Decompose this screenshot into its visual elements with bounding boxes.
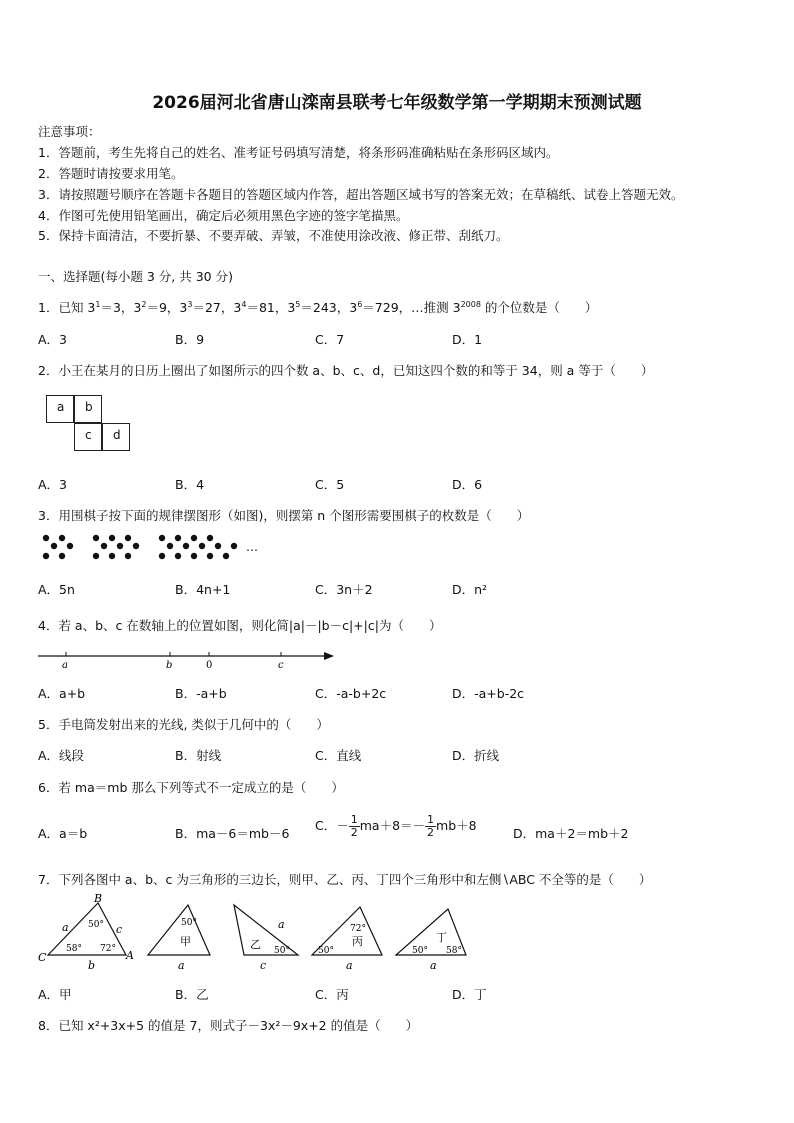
reference-triangle bbox=[38, 893, 134, 972]
option-c: C．直线 bbox=[315, 748, 362, 763]
option-a: A．3 bbox=[38, 332, 68, 347]
option-b: B．乙 bbox=[175, 987, 209, 1002]
svg-text:c: c bbox=[260, 959, 267, 972]
svg-text:甲: 甲 bbox=[180, 935, 191, 948]
option-c: C．-a-b+2c bbox=[315, 686, 387, 701]
option-c: C．7 bbox=[315, 332, 345, 347]
option-b: B．ma－6＝mb－6 bbox=[175, 826, 290, 841]
question-5: 5．手电筒发射出来的光线, 类似于几何中的（ ） bbox=[38, 717, 329, 732]
triangle-bing bbox=[312, 907, 382, 972]
question-4: 4．若 a、b、c 在数轴上的位置如图，则化简|a|－|b－c|+|c|为（ ） bbox=[38, 618, 442, 633]
svg-text:乙: 乙 bbox=[250, 938, 261, 951]
question-8: 8．已知 x²+3x+5 的值是 7，则式子－3x²－9x+2 的值是（ ） bbox=[38, 1018, 419, 1033]
section-heading: 一、选择题(每小题 3 分, 共 30 分) bbox=[38, 269, 233, 284]
svg-text:A: A bbox=[126, 949, 134, 962]
svg-text:50°: 50° bbox=[412, 946, 428, 956]
calendar-cell-b: b bbox=[74, 395, 102, 423]
svg-text:72°: 72° bbox=[100, 944, 116, 954]
option-d: D．6 bbox=[452, 477, 483, 492]
option-b: B．射线 bbox=[175, 748, 222, 763]
option-a: A．a+b bbox=[38, 686, 86, 701]
svg-text:B: B bbox=[94, 893, 103, 905]
question-6: 6．若 ma＝mb 那么下列等式不一定成立的是（ ） bbox=[38, 780, 344, 795]
option-b: B．-a+b bbox=[175, 686, 227, 701]
svg-text:50°: 50° bbox=[318, 946, 334, 956]
svg-text:b: b bbox=[88, 959, 96, 972]
svg-text:a: a bbox=[62, 921, 69, 934]
axis-label-b: b bbox=[166, 660, 173, 671]
option-d: D．n² bbox=[452, 582, 488, 597]
notice-item: 2．答题时请按要求用笔。 bbox=[38, 166, 184, 181]
triangle-yi bbox=[234, 905, 298, 972]
svg-text:a: a bbox=[278, 918, 285, 931]
option-b: B．9 bbox=[175, 332, 205, 347]
axis-label-c: c bbox=[278, 660, 284, 671]
option-d: D．ma＋2＝mb＋2 bbox=[513, 826, 629, 841]
calendar-cell-a: a bbox=[46, 395, 74, 423]
option-d: D．丁 bbox=[452, 987, 487, 1002]
question-1: 1．已知 $3^1=3$，$3^2=9$，$3^3=27$，$3^4=81$，$3^5=243$，$3^6=729$，…推测 $3^{2008}$ 的个位数是（ ） bbox=[38, 300, 598, 315]
svg-text:丁: 丁 bbox=[436, 931, 447, 944]
axis-label-a: a bbox=[62, 660, 68, 671]
triangles-figure bbox=[38, 893, 478, 975]
svg-text:50°: 50° bbox=[181, 918, 197, 928]
svg-text:58°: 58° bbox=[446, 946, 462, 956]
notice-item: 4．作图可先使用铅笔画出，确定后必须用黑色字迹的签字笔描黑。 bbox=[38, 208, 409, 223]
option-c: C．3n＋2 bbox=[315, 582, 373, 597]
svg-text:a: a bbox=[430, 959, 437, 972]
svg-text:50°: 50° bbox=[88, 920, 104, 930]
option-c: C．丙 bbox=[315, 987, 349, 1002]
triangle-ding bbox=[396, 909, 466, 972]
svg-text:C: C bbox=[38, 951, 47, 964]
pattern-ellipsis: … bbox=[246, 540, 258, 554]
option-b: B．4 bbox=[175, 477, 205, 492]
axis-label-zero: 0 bbox=[206, 660, 213, 671]
calendar-cell-c: c bbox=[74, 423, 102, 451]
notice-heading: 注意事项： bbox=[38, 124, 101, 139]
option-a: A．3 bbox=[38, 477, 68, 492]
svg-text:72°: 72° bbox=[350, 924, 366, 934]
number-line bbox=[36, 648, 336, 672]
option-c: C．－ $\frac{1}{2}$ ma＋8＝－ $\frac{1}{2}$ mb＋8 bbox=[315, 813, 477, 839]
svg-text:58°: 58° bbox=[66, 944, 82, 954]
option-d: D．-a+b-2c bbox=[452, 686, 525, 701]
svg-text:丙: 丙 bbox=[352, 935, 363, 948]
go-stones-figure bbox=[38, 532, 268, 568]
question-3: 3．用围棋子按下面的规律摆图形（如图)，则摆第 n 个图形需要围棋子的枚数是（ ） bbox=[38, 508, 530, 523]
option-a: A．甲 bbox=[38, 987, 72, 1002]
option-b: B．4n+1 bbox=[175, 582, 231, 597]
svg-text:a: a bbox=[346, 959, 353, 972]
option-a: A．a＝b bbox=[38, 826, 88, 841]
svg-text:c: c bbox=[116, 923, 123, 936]
question-7: 7．下列各图中 a、b、c 为三角形的三边长，则甲、乙、丙、丁四个三角形中和左侧∖ABC 不全等的是（ ） bbox=[38, 872, 652, 887]
notice-item: 3．请按照题号顺序在答题卡各题目的答题区域内作答，超出答题区域书写的答案无效；在草稿纸、试卷上答题无效。 bbox=[38, 187, 684, 202]
calendar-cell-d: d bbox=[102, 423, 130, 451]
question-2: 2．小王在某月的日历上圈出了如图所示的四个数 a、b、c、d，已知这四个数的和等于 34，则 a 等于（ ） bbox=[38, 363, 654, 378]
option-d: D．折线 bbox=[452, 748, 500, 763]
page-title: 2026届河北省唐山滦南县联考七年级数学第一学期期末预测试题 bbox=[152, 93, 642, 113]
notice-item: 5．保持卡面清洁，不要折暴、不要弄破、弄皱，不准使用涂改液、修正带、刮纸刀。 bbox=[38, 228, 509, 243]
notice-item: 1．答题前，考生先将自己的姓名、准考证号码填写清楚，将条形码准确粘贴在条形码区域内。 bbox=[38, 145, 559, 160]
option-a: A．5n bbox=[38, 582, 75, 597]
fraction: $\frac{1}{2}$ bbox=[427, 813, 435, 839]
svg-text:a: a bbox=[178, 959, 185, 972]
triangle-jia bbox=[148, 905, 210, 972]
option-d: D．1 bbox=[452, 332, 483, 347]
svg-text:50°: 50° bbox=[274, 946, 290, 956]
option-a: A．线段 bbox=[38, 748, 85, 763]
fraction: $\frac{1}{2}$ bbox=[350, 813, 358, 839]
option-c: C．5 bbox=[315, 477, 345, 492]
